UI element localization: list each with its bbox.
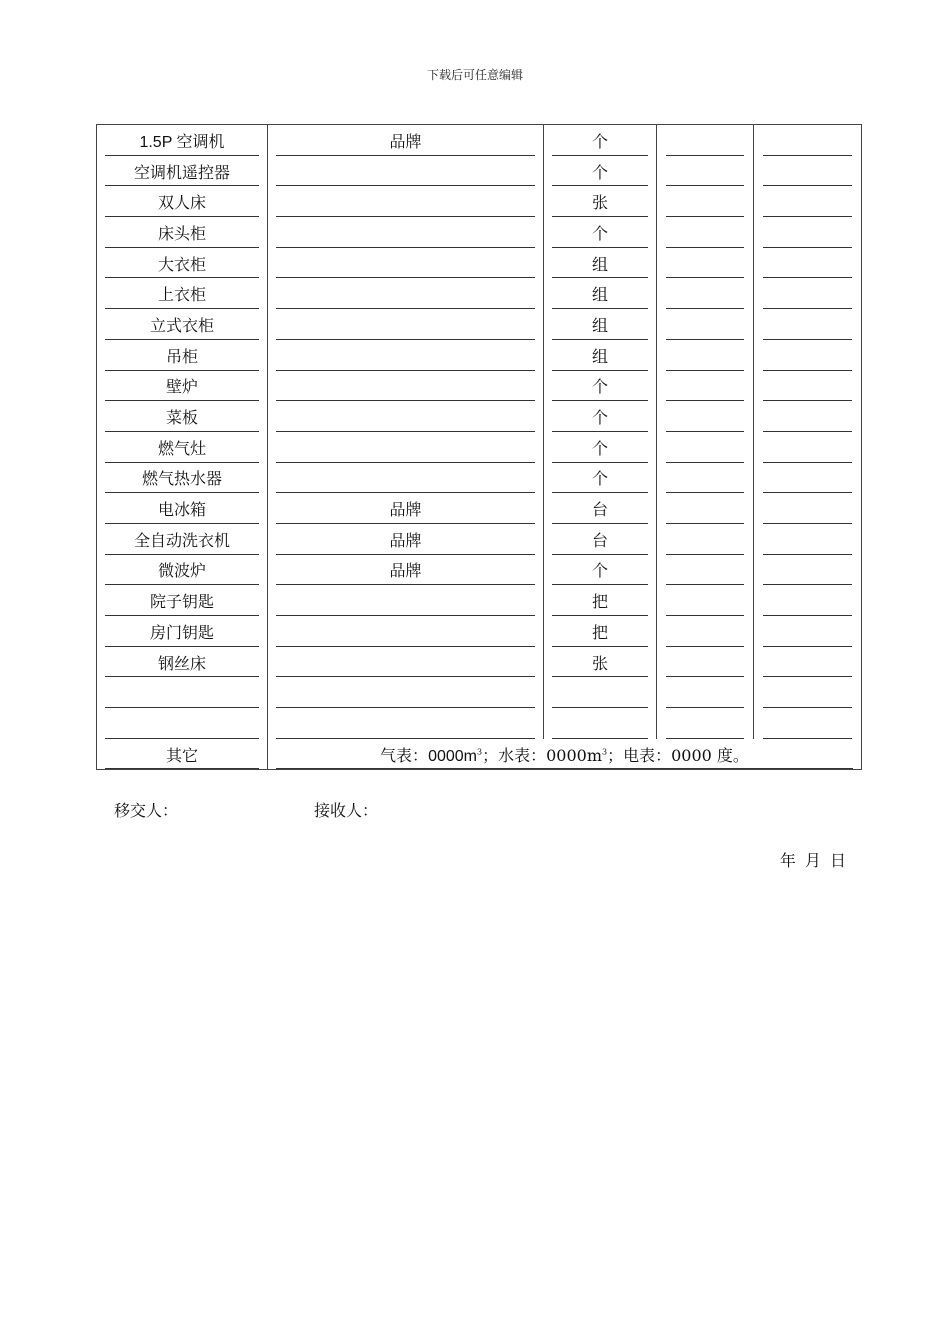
table-row	[97, 555, 862, 586]
brand-cell	[268, 371, 544, 402]
brand-cell	[268, 217, 544, 248]
item-name-cell: 立式衣柜	[97, 309, 268, 340]
item-name-cell: 燃气热水器	[97, 463, 268, 494]
gas-meter-value: 0000m	[428, 747, 477, 765]
brand-cell	[268, 248, 544, 279]
item-name-cell: 燃气灶	[97, 432, 268, 463]
quantity-cell	[657, 217, 754, 248]
remark-cell	[754, 677, 862, 708]
item-name-cell: 上衣柜	[97, 278, 268, 309]
brand-cell	[268, 309, 544, 340]
brand-cell: 品牌	[268, 524, 544, 555]
remark-cell	[754, 340, 862, 371]
item-name-cell: 1.5P 空调机	[97, 125, 268, 156]
quantity-cell	[657, 186, 754, 217]
item-name-cell: 院子钥匙	[97, 585, 268, 616]
item-name-cell: 大衣柜	[97, 248, 268, 279]
other-label: 其它	[97, 739, 268, 770]
brand-cell: 品牌	[268, 493, 544, 524]
quantity-cell	[657, 647, 754, 678]
quantity-cell	[657, 309, 754, 340]
quantity-cell	[657, 616, 754, 647]
remark-cell	[754, 463, 862, 494]
cubic-mark: 3	[602, 747, 608, 757]
unit-cell: 组	[544, 278, 657, 309]
remark-cell	[754, 278, 862, 309]
brand-cell: 品牌	[268, 555, 544, 586]
cubic-mark: 3	[476, 747, 483, 757]
remark-cell	[754, 647, 862, 678]
brand-cell	[268, 677, 544, 708]
remark-cell	[754, 371, 862, 402]
brand-cell	[268, 401, 544, 432]
unit-cell: 组	[544, 309, 657, 340]
quantity-cell	[657, 585, 754, 616]
quantity-cell	[657, 708, 754, 739]
electric-meter-value: 0000 度。	[671, 745, 749, 765]
table-row	[97, 217, 862, 248]
remark-cell	[754, 309, 862, 340]
quantity-cell	[657, 125, 754, 156]
table-row	[97, 278, 862, 309]
item-name-cell: 双人床	[97, 186, 268, 217]
table-row	[97, 309, 862, 340]
table-row	[97, 248, 862, 279]
unit-cell: 个	[544, 463, 657, 494]
remark-cell	[754, 401, 862, 432]
remark-cell	[754, 156, 862, 187]
brand-cell	[268, 463, 544, 494]
unit-cell: 把	[544, 616, 657, 647]
quantity-cell	[657, 677, 754, 708]
quantity-cell	[657, 371, 754, 402]
unit-cell: 个	[544, 125, 657, 156]
table-row	[97, 401, 862, 432]
brand-cell	[268, 186, 544, 217]
water-meter-label: 水表：	[498, 745, 547, 765]
unit-cell	[544, 708, 657, 739]
other-row	[97, 739, 862, 770]
separator: ；	[607, 745, 624, 765]
remark-cell	[754, 217, 862, 248]
quantity-cell	[657, 555, 754, 586]
remark-cell	[754, 616, 862, 647]
item-name-cell: 床头柜	[97, 217, 268, 248]
quantity-cell	[657, 340, 754, 371]
brand-cell	[268, 278, 544, 309]
table-row	[97, 585, 862, 616]
remark-cell	[754, 585, 862, 616]
brand-cell	[268, 647, 544, 678]
remark-cell	[754, 186, 862, 217]
quantity-cell	[657, 156, 754, 187]
item-name-cell: 全自动洗衣机	[97, 524, 268, 555]
item-name-cell	[97, 677, 268, 708]
remark-cell	[754, 432, 862, 463]
unit-cell: 个	[544, 217, 657, 248]
inventory-table	[96, 124, 862, 770]
table-row	[97, 524, 862, 555]
brand-cell	[268, 585, 544, 616]
table-row	[97, 493, 862, 524]
unit-cell: 台	[544, 493, 657, 524]
item-name-cell: 菜板	[97, 401, 268, 432]
receiver-label: 接收人：	[314, 801, 379, 820]
table-row	[97, 156, 862, 187]
unit-cell	[544, 677, 657, 708]
unit-cell: 张	[544, 186, 657, 217]
quantity-cell	[657, 401, 754, 432]
separator: ；	[482, 745, 499, 765]
item-name-cell: 房门钥匙	[97, 616, 268, 647]
remark-cell	[754, 524, 862, 555]
date-line: 年 月 日	[779, 851, 846, 870]
unit-cell: 张	[544, 647, 657, 678]
unit-cell: 个	[544, 401, 657, 432]
remark-cell	[754, 493, 862, 524]
remark-cell	[754, 555, 862, 586]
item-name-cell: 空调机遥控器	[97, 156, 268, 187]
remark-cell	[754, 125, 862, 156]
remark-cell	[754, 708, 862, 739]
table-row	[97, 708, 862, 739]
quantity-cell	[657, 432, 754, 463]
unit-cell: 组	[544, 248, 657, 279]
gas-meter-label: 气表：	[380, 745, 429, 765]
unit-cell: 个	[544, 432, 657, 463]
table-row	[97, 647, 862, 678]
table-row	[97, 340, 862, 371]
table-row	[97, 677, 862, 708]
table-row	[97, 463, 862, 494]
table-row	[97, 371, 862, 402]
quantity-cell	[657, 524, 754, 555]
item-name-cell: 电冰箱	[97, 493, 268, 524]
quantity-cell	[657, 463, 754, 494]
item-name-cell: 壁炉	[97, 371, 268, 402]
water-meter-value: 0000m	[546, 745, 602, 765]
meter-readings	[268, 739, 862, 770]
item-name-cell: 微波炉	[97, 555, 268, 586]
quantity-cell	[657, 493, 754, 524]
quantity-cell	[657, 248, 754, 279]
unit-cell: 个	[544, 555, 657, 586]
brand-cell	[268, 708, 544, 739]
unit-cell: 组	[544, 340, 657, 371]
brand-cell	[268, 432, 544, 463]
unit-cell: 把	[544, 585, 657, 616]
table-row	[97, 616, 862, 647]
brand-cell	[268, 616, 544, 647]
table-row	[97, 432, 862, 463]
handover-label: 移交人：	[114, 801, 179, 820]
item-name-cell	[97, 708, 268, 739]
quantity-cell	[657, 278, 754, 309]
item-name-cell: 吊柜	[97, 340, 268, 371]
unit-cell: 台	[544, 524, 657, 555]
remark-cell	[754, 248, 862, 279]
unit-cell: 个	[544, 371, 657, 402]
item-name-cell: 钢丝床	[97, 647, 268, 678]
unit-cell: 个	[544, 156, 657, 187]
brand-cell	[268, 156, 544, 187]
brand-cell	[268, 340, 544, 371]
electric-meter-label: 电表：	[623, 745, 672, 765]
table-row	[97, 125, 862, 156]
brand-cell: 品牌	[268, 125, 544, 156]
table-row	[97, 186, 862, 217]
page-header: 下载后可任意编辑	[426, 68, 523, 82]
